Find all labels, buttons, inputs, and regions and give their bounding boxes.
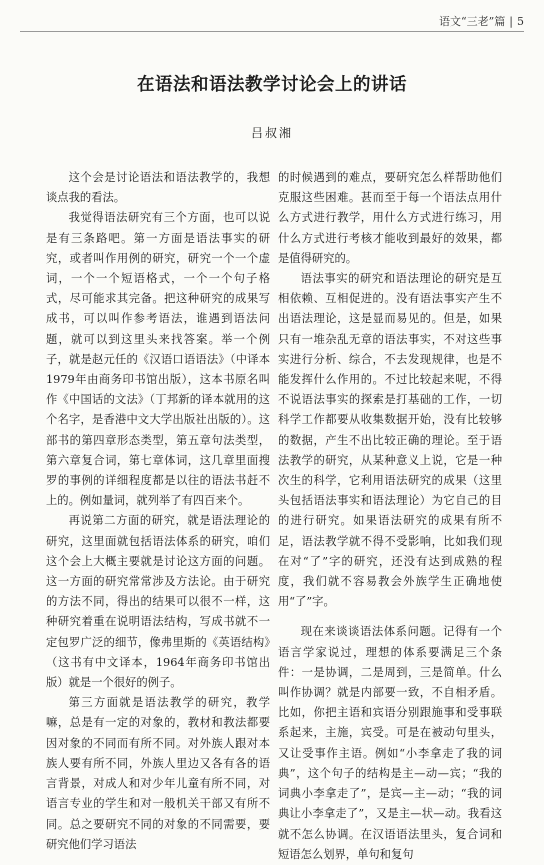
paragraph: 这个会是讨论语法和语法教学的，我想谈点我的看法。 xyxy=(46,171,270,205)
header-rule xyxy=(20,31,524,32)
article-author: 吕叔湘 xyxy=(250,126,293,140)
paragraph: 语法事实的研究和语法理论的研究是互相依赖、互相促进的。没有语法事实产生不出语法理论，这是显而易见的。但是，如果只有一堆杂乱无章的语法事实，不对这些事实进行分析、综合，不去发现规律，也是不能发挥什么作用的。不过比较起来呢，不得不说语法事实的探索是打基础的工作，一切科学工作都要从收集数据开始，没有比较够的数据，产生不出比较正确的理论。至于语法教学的研究，从某种意义上说，它是一种次生的科学，它利用语法研究的成果（这里头包括语法事实和语法理论）为它自己的目的进行研究。如果语法研究的成果有所不足，语法教学就不得不受影响，比如我们现在对“了”字的研究，还没有达到成熟的程度，我们就不容易教会外族学生正确地使用“了”字。 xyxy=(278,272,502,609)
article-title: 在语法和语法教学讨论会上的讲话 xyxy=(137,75,407,95)
paragraph-continued: 的时候遇到的难点，要研究怎么样帮助他们克服这些困难。甚而至于每一个语法点用什么方式进行教学，用什么方式进行练习，用什么方式进行考核才能收到最好的效果，都是值得研究的。 xyxy=(278,171,502,265)
header-separator: | xyxy=(509,14,513,28)
paragraph: 第三方面就是语法教学的研究，教学嘛，总是有一定的对象的，教材和教法都要因对象的不同而有所不同。对外族人跟对本族人要有所不同，外族人里边又各有各的语言背景，对成人和对少年儿童有所不同，对语言专业的学生和对一般机关干部又有所不同。总之要研究不同的对象的不同需要，要研究他们学习语法 xyxy=(46,696,270,851)
running-title: 语文“三老”篇 xyxy=(439,15,506,28)
paragraph: 现在来谈谈语法体系问题。记得有一个语言学家说过，理想的体系要满足三个条件：一是协调，二是周到，三是简单。什么叫作协调？就是内部要一致，不自相矛盾。比如，你把主语和宾语分别跟施事和受事联系起来，主施，宾受。可是在被动句里头，又让受事作主语。例如“小李拿走了我的词典”，这个句子的结构是主—动—宾；“我的词典小李拿走了”，是宾—主—动；“我的词典让小李拿走了”，又是主—状—动。我看这就不怎么协调。在汉语语法里头，复合词和短语怎么划界，单句和复句 xyxy=(278,625,502,861)
running-header xyxy=(20,10,524,32)
left-column xyxy=(46,168,270,851)
page-number: 5 xyxy=(517,14,524,28)
paragraph: 我觉得语法研究有三个方面，也可以说是有三条路吧。第一方面是语法事实的研究，或者叫作用例的研究，研究一个一个虚词，一个一个短语格式，一个一个句子格式，尽可能求其完备。把这种研究的成果写成书，可以叫作参考语法，谁遇到语法问题，就可以到这里头来找答案。举一个例子，就是赵元任的《汉语口语语法》（中译本1979年由商务印书馆出版），这本书原名叫作《中国话的文法》（丁邦新的译本就用的这个名字，是香港中文大学出版社出版的）。这部书的第四章形态类型，第五章句法类型，第六章复合词，第七章体词，这几章里面搜罗的事例的详细程度都是以往的语法书赶不上的。例如量词，就列举了有四百来个。 xyxy=(46,211,270,508)
paragraph: 再说第二方面的研究，就是语法理论的研究，这里面就包括语法体系的研究，咱们这个会上大概主要就是讨论这方面的问题。这一方面的研究常常涉及方法论。由于研究的方法不同，得出的结果可以很不一样，这种研究着重在说明语法结构，写成书就不一定包罗广泛的细节，像弗里斯的《英语结构》（这书有中文译本，1964年商务印书馆出版）就是一个很好的例子。 xyxy=(46,514,270,690)
right-column xyxy=(278,168,502,861)
